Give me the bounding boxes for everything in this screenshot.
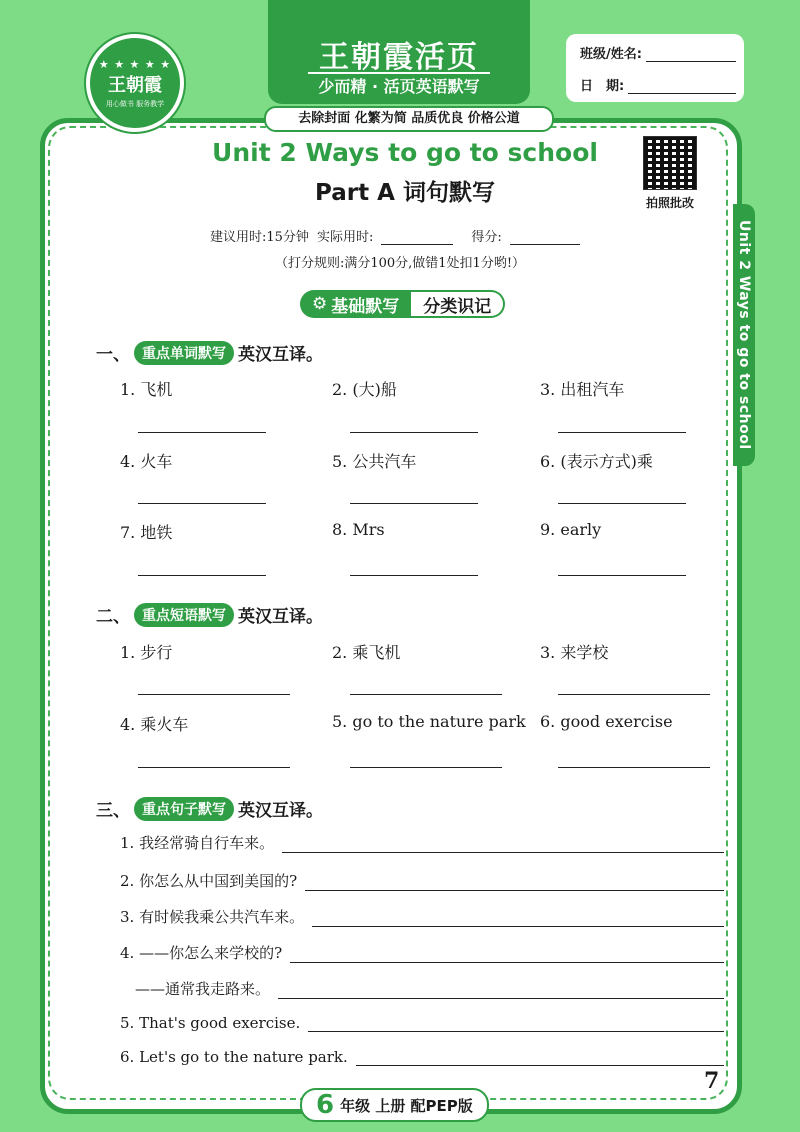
answer-line[interactable] (138, 432, 266, 433)
answer-line[interactable] (138, 503, 266, 504)
section-instruction: 英汉互译。 (238, 801, 323, 821)
word-item: 6. (表示方式)乘 (540, 452, 653, 471)
page-title: Unit 2 Ways to go to school (212, 138, 598, 167)
word-item: 4. 火车 (120, 452, 173, 471)
section-number: 二、 (96, 607, 130, 627)
brand-name: 王朝霞活页 (319, 40, 479, 75)
brand-logo (86, 34, 184, 132)
sentence-item (120, 942, 724, 963)
answer-line[interactable] (558, 575, 686, 576)
answer-line[interactable] (558, 694, 710, 695)
student-info-box (566, 34, 744, 102)
section-number: 三、 (96, 801, 130, 821)
phrase-item: 4. 乘火车 (120, 715, 189, 734)
section-instruction: 英汉互译。 (238, 345, 323, 365)
unit-side-tab: Unit 2 Ways to go to school (733, 204, 755, 466)
date-label: 日 期: (580, 79, 625, 94)
page-number: 7 (704, 1068, 720, 1094)
sentence-item (120, 1048, 724, 1066)
answer-line[interactable] (308, 1019, 724, 1032)
answer-line[interactable] (356, 1053, 724, 1066)
section-instruction: 英汉互译。 (238, 607, 323, 627)
logo-subtitle: 用心做书 服务教学 (105, 99, 165, 108)
phrase-item: 2. 乘飞机 (332, 643, 401, 662)
word-item: 1. 飞机 (120, 380, 173, 399)
answer-line[interactable] (350, 432, 478, 433)
answer-line[interactable] (558, 503, 686, 504)
sentence-text: 6. Let's go to the nature park. (120, 1048, 348, 1066)
actual-time-field[interactable] (381, 244, 453, 245)
answer-line[interactable] (312, 914, 724, 927)
pill-category: 分类识记 (411, 290, 505, 318)
sentence-text: 5. That's good exercise. (120, 1014, 301, 1032)
scoring-rule: （打分规则:满分100分,做错1处扣1分哟!） (274, 256, 526, 271)
section-tag: 重点单词默写 (134, 341, 234, 365)
actual-time-label: 实际用时: (316, 230, 374, 245)
sentence-item (120, 906, 724, 927)
answer-line[interactable] (350, 694, 502, 695)
answer-line[interactable] (558, 432, 686, 433)
section-2-heading (96, 602, 323, 627)
word-item: 9. early (540, 520, 602, 539)
phrase-item: 5. go to the nature park (332, 712, 526, 731)
score-field[interactable] (510, 244, 580, 245)
footer-grade-label (300, 1088, 489, 1122)
date-field[interactable] (628, 79, 736, 94)
section-3-heading (96, 796, 323, 821)
pill-basic (300, 290, 411, 318)
date-row (580, 72, 736, 94)
answer-line[interactable] (305, 878, 724, 891)
class-name-row (580, 40, 736, 62)
qr-label: 拍照批改 (645, 196, 694, 210)
answer-line[interactable] (350, 575, 478, 576)
class-name-label: 班级/姓名: (580, 47, 642, 62)
answer-line[interactable] (138, 575, 266, 576)
section-tag: 重点短语默写 (134, 603, 234, 627)
answer-line[interactable] (138, 767, 290, 768)
sentence-text: 2. 你怎么从中国到美国的? (120, 872, 298, 890)
answer-line[interactable] (350, 767, 502, 768)
sentence-text: ——通常我走路来。 (120, 980, 271, 998)
word-item: 3. 出租汽车 (540, 380, 625, 399)
sentence-item (120, 978, 724, 999)
logo-stars: ★ ★ ★ ★ ★ (98, 57, 172, 71)
page-subtitle: Part A 词句默写 (315, 180, 495, 206)
class-name-field[interactable] (646, 47, 736, 62)
pill-basic-label: 基础默写 (331, 296, 400, 317)
answer-line[interactable] (282, 840, 724, 853)
grade-number: 6 (316, 1090, 335, 1120)
timing-row (210, 226, 630, 245)
sentence-item (120, 832, 724, 853)
section-pill (300, 290, 505, 318)
word-item: 5. 公共汽车 (332, 452, 417, 471)
sentence-item (120, 870, 724, 891)
logo-text: 王朝霞 (108, 74, 162, 96)
phrase-item: 3. 来学校 (540, 643, 609, 662)
sentence-text: 3. 有时候我乘公共汽车来。 (120, 908, 305, 926)
word-item: 2. (大)船 (332, 380, 397, 399)
section-tag: 重点句子默写 (134, 797, 234, 821)
sentence-item (120, 1014, 724, 1032)
brand-subtitle: 少而精 · 活页英语默写 (308, 72, 490, 100)
suggested-time: 建议用时:15分钟 (210, 230, 309, 245)
sentence-text: 4. ——你怎么来学校的? (120, 944, 283, 962)
answer-line[interactable] (350, 503, 478, 504)
section-1-heading (96, 340, 323, 365)
answer-line[interactable] (138, 694, 290, 695)
brand-banner (268, 0, 530, 104)
gear-icon: ⚙ (312, 294, 328, 314)
answer-line[interactable] (290, 950, 724, 963)
section-number: 一、 (96, 345, 130, 365)
answer-line[interactable] (278, 986, 724, 999)
phrase-item: 1. 步行 (120, 643, 173, 662)
score-label: 得分: (471, 230, 502, 245)
word-item: 8. Mrs (332, 520, 385, 539)
slogan: 去除封面 化繁为简 品质优良 价格公道 (264, 106, 554, 132)
answer-line[interactable] (558, 767, 710, 768)
grade-text: 年级 上册 配PEP版 (340, 1096, 473, 1115)
sentence-text: 1. 我经常骑自行车来。 (120, 834, 275, 852)
word-item: 7. 地铁 (120, 523, 173, 542)
qr-code-icon[interactable] (643, 136, 697, 190)
phrase-item: 6. good exercise (540, 712, 673, 731)
